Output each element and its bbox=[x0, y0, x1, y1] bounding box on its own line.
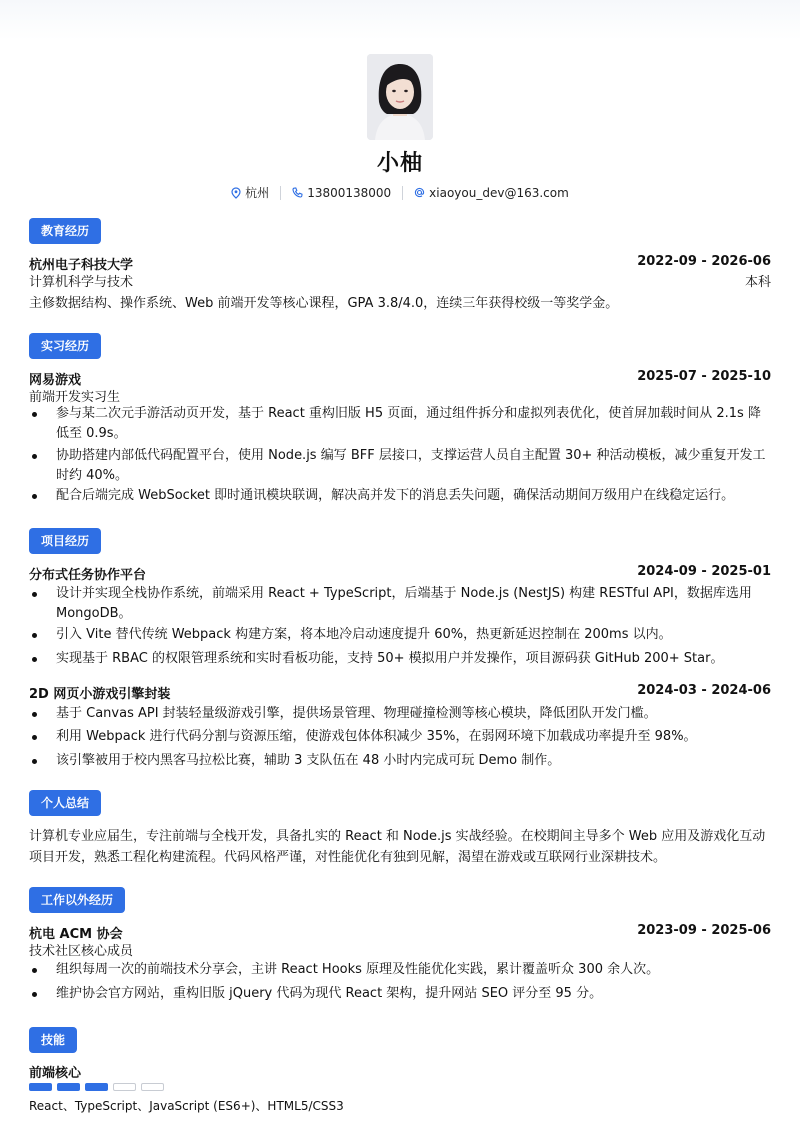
extra-role: 技术社区核心成员 bbox=[29, 944, 134, 959]
candidate-name: 小柚 bbox=[376, 151, 423, 176]
bullet-dot bbox=[32, 968, 37, 973]
contact-city-text: 杭州 bbox=[245, 186, 270, 200]
extra-subrow bbox=[29, 940, 771, 959]
list-item bbox=[56, 446, 771, 486]
list-item bbox=[56, 704, 771, 724]
project-row bbox=[29, 564, 771, 583]
project-date: 2024-03 - 2024-06 bbox=[637, 683, 771, 698]
list-item bbox=[56, 584, 771, 624]
extra-bullet: 维护协会官方网站，重构旧版 jQuery 代码为现代 React 架构，提升网站 SEO 评分至 95 分。 bbox=[56, 986, 603, 1001]
skill-name: 前端核心 bbox=[29, 1066, 82, 1081]
contact-phone bbox=[281, 186, 402, 200]
list-item bbox=[56, 649, 771, 669]
extra-date: 2023-09 - 2025-06 bbox=[637, 923, 771, 938]
bullet-dot bbox=[32, 735, 37, 740]
project-name: 分布式任务协作平台 bbox=[29, 568, 147, 583]
project-bullet: 实现基于 RBAC 的权限管理系统和实时看板功能，支持 50+ 模拟用户并发操作，项目源码获 GitHub 200+ Star。 bbox=[56, 651, 724, 666]
project-row bbox=[29, 683, 771, 702]
school-name: 杭州电子科技大学 bbox=[29, 258, 134, 273]
list-item bbox=[56, 727, 771, 747]
list-item bbox=[56, 751, 771, 771]
skill-level-segment bbox=[29, 1083, 52, 1091]
bullet-dot bbox=[32, 759, 37, 764]
bullet-dot bbox=[32, 657, 37, 662]
internship-bullet: 参与某二次元手游活动页开发，基于 React 重构旧版 H5 页面，通过组件拆分和虚拟列表优化，使首屏加载时间从 2.1s 降低至 0.9s。 bbox=[56, 406, 761, 441]
section-summary-header: 个人总结 bbox=[29, 790, 101, 816]
education-degree: 本科 bbox=[744, 275, 771, 290]
contact-bar bbox=[0, 184, 800, 201]
project-name: 2D 网页小游戏引擎封装 bbox=[29, 687, 171, 702]
section-internship-header: 实习经历 bbox=[29, 333, 101, 359]
internship-role: 前端开发实习生 bbox=[29, 390, 121, 405]
contact-email bbox=[403, 186, 580, 200]
skill-level-segment bbox=[141, 1083, 164, 1091]
list-item bbox=[56, 960, 771, 980]
phone-icon bbox=[292, 187, 303, 198]
project-bullet: 设计并实现全栈协作系统，前端采用 React + TypeScript，后端基于 Node.js (NestJS) 构建 RESTful API，数据库选用 MongoDB。 bbox=[56, 586, 752, 621]
skill-row bbox=[29, 1062, 771, 1081]
education-description: 主修数据结构、操作系统、Web 前端开发等核心课程，GPA 3.8/4.0，连续三年获得校级一等奖学金。 bbox=[29, 296, 619, 311]
section-projects-header: 项目经历 bbox=[29, 528, 101, 554]
contact-email-text: xiaoyou_dev@163.com bbox=[429, 185, 569, 200]
project-bullet: 该引擎被用于校内黑客马拉松比赛，辅助 3 支队伍在 48 小时内完成可玩 Demo 制作。 bbox=[56, 753, 561, 768]
internship-date: 2025-07 - 2025-10 bbox=[637, 369, 771, 384]
education-date: 2022-09 - 2026-06 bbox=[637, 254, 771, 269]
section-education-header: 教育经历 bbox=[29, 218, 101, 244]
bullet-dot bbox=[32, 412, 37, 417]
list-item bbox=[56, 486, 771, 506]
list-item bbox=[56, 984, 771, 1004]
bullet-dot bbox=[32, 454, 37, 459]
summary-text: 计算机专业应届生，专注前端与全栈开发，具备扎实的 React 和 Node.js 实战经验。在校期间主导多个 Web 应用及游戏化互动项目开发，熟悉工程化构建流程。代码风格严谨，对性能优化有独到见解，渴望在游戏或互联网行业深耕技术。 bbox=[29, 829, 766, 865]
extra-bullet: 组织每周一次的前端技术分享会，主讲 React Hooks 原理及性能优化实践，累计覆盖听众 300 余人次。 bbox=[56, 962, 660, 977]
list-item bbox=[56, 404, 771, 444]
project-date: 2024-09 - 2025-01 bbox=[637, 564, 771, 579]
section-skills-header: 技能 bbox=[29, 1027, 77, 1053]
internship-bullet: 配合后端完成 WebSocket 即时通讯模块联调，解决高并发下的消息丢失问题，确保活动期间万级用户在线稳定运行。 bbox=[56, 488, 735, 503]
extra-org: 杭电 ACM 协会 bbox=[29, 927, 123, 942]
bullet-dot bbox=[32, 592, 37, 597]
at-sign-icon bbox=[414, 187, 425, 198]
project-bullet: 引入 Vite 替代传统 Webpack 构建方案，将本地冷启动速度提升 60%，热更新延迟控制在 200ms 以内。 bbox=[56, 627, 672, 642]
education-major: 计算机科学与技术 bbox=[29, 275, 134, 290]
internship-subrow bbox=[29, 386, 771, 405]
contact-phone-text: 13800138000 bbox=[307, 185, 392, 200]
profile-photo bbox=[367, 54, 433, 140]
location-pin-icon bbox=[231, 187, 241, 199]
internship-bullet: 协助搭建内部低代码配置平台，使用 Node.js 编写 BFF 层接口，支撑运营人员自主配置 30+ 种活动模板，减少重复开发工时约 40%。 bbox=[56, 448, 766, 483]
project-bullet: 基于 Canvas API 封装轻量级游戏引擎，提供场景管理、物理碰撞检测等核心模块，降低团队开发门槛。 bbox=[56, 706, 657, 721]
list-item bbox=[56, 625, 771, 645]
bullet-dot bbox=[32, 633, 37, 638]
internship-company: 网易游戏 bbox=[29, 373, 82, 388]
skill-detail: React、TypeScript、JavaScript (ES6+)、HTML5/CSS3 bbox=[29, 1099, 344, 1113]
contact-city bbox=[220, 184, 280, 201]
skill-level-segment bbox=[113, 1083, 136, 1091]
bullet-dot bbox=[32, 992, 37, 997]
skill-level-segment bbox=[85, 1083, 108, 1091]
project-bullet: 利用 Webpack 进行代码分割与资源压缩，使游戏包体体积减少 35%，在弱网环境下加载成功率提升至 98%。 bbox=[56, 729, 697, 744]
section-extra-header: 工作以外经历 bbox=[29, 887, 125, 913]
profile-photo-image bbox=[367, 54, 433, 140]
bullet-dot bbox=[32, 712, 37, 717]
bullet-dot bbox=[32, 494, 37, 499]
education-subrow bbox=[29, 271, 771, 290]
skill-level-segment bbox=[57, 1083, 80, 1091]
